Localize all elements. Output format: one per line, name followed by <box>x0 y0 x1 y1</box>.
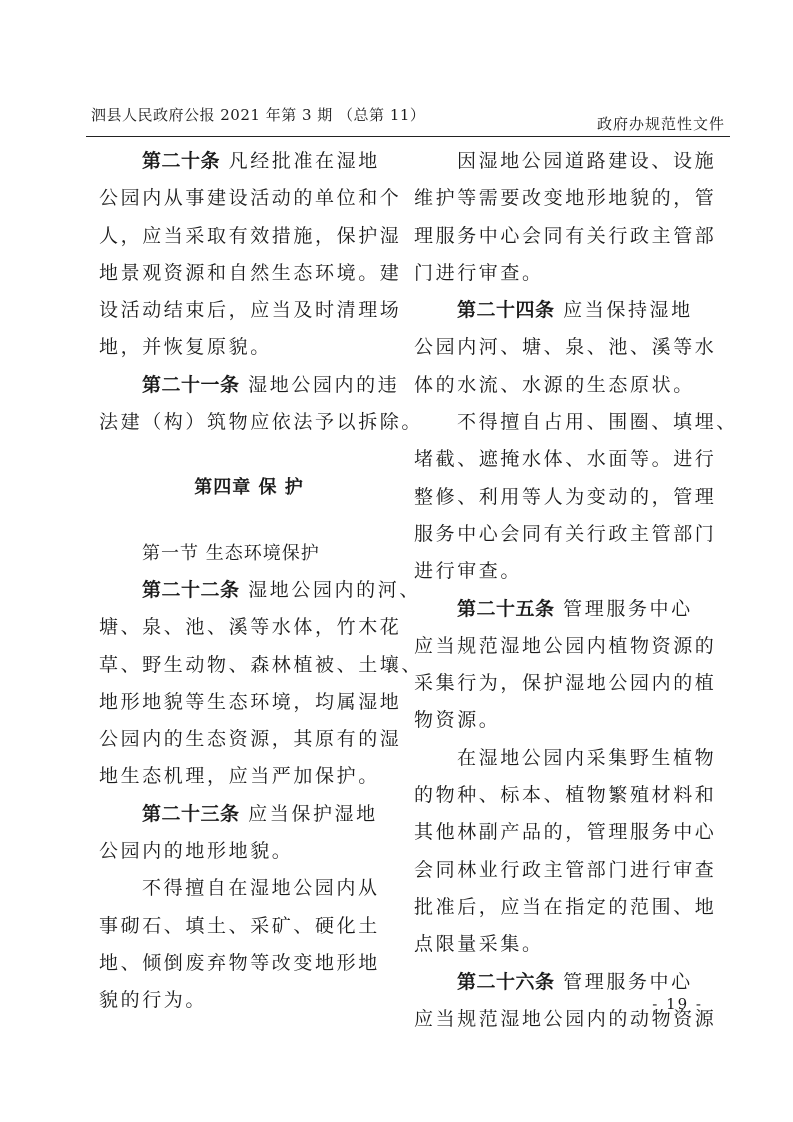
article-text-line: 服务中心会同有关行政主管部门 <box>414 522 717 545</box>
article-text-line: 理服务中心会同有关行政主管部 <box>414 224 717 247</box>
article-text-line: 不得擅自占用、围圈、填埋、 <box>457 411 738 434</box>
article-heading: 第二十条 <box>142 150 221 172</box>
article-text-line: 因湿地公园道路建设、设施 <box>457 150 717 172</box>
page-number: - 19 - <box>652 995 703 1013</box>
article-text-line: 公园内的生态资源，其原有的湿 <box>99 728 402 751</box>
article-text-line: 地形地貌等生态环境，均属湿地 <box>99 690 402 713</box>
article-23 <box>99 796 399 1020</box>
article-heading: 第二十二条 <box>142 578 240 601</box>
header-divider <box>86 136 730 137</box>
article-text-line: 其他林副产品的，管理服务中心 <box>414 821 717 844</box>
article-20 <box>99 143 402 367</box>
article-text-line: 采集行为，保护湿地公园内的植 <box>414 672 717 695</box>
article-text-line: 管理服务中心 <box>563 970 693 993</box>
article-24 <box>414 292 738 590</box>
article-text-line: 应当保持湿地 <box>563 299 693 322</box>
article-text-line: 地，并恢复原貌。 <box>99 336 272 359</box>
article-text-line: 事砌石、填土、采矿、硬化土 <box>99 914 380 937</box>
article-text-line: 湿地公园内的违 <box>248 373 400 396</box>
article-text-line: 管理服务中心 <box>563 597 693 620</box>
article-text-line: 批准后，应当在指定的范围、地 <box>414 895 717 918</box>
article-21 <box>99 367 424 442</box>
article-text-line: 凡经批准在湿地 <box>228 150 380 172</box>
article-text-line: 草、野生动物、森林植被、土壤、 <box>99 653 424 676</box>
article-text-line: 的物种、标本、植物繁殖材料和 <box>414 784 717 807</box>
article-heading: 第二十五条 <box>457 597 555 620</box>
article-text-line: 地生态机理，应当严加保护。 <box>99 765 380 788</box>
article-text-line: 门进行审查。 <box>414 261 544 284</box>
article-text-line: 塘、泉、池、溪等水体，竹木花 <box>99 616 402 639</box>
article-25 <box>414 591 717 964</box>
article-text-line: 设活动结束后，应当及时清理场 <box>99 299 402 322</box>
article-heading: 第二十六条 <box>457 970 555 993</box>
article-text-line: 在湿地公园内采集野生植物 <box>457 746 717 769</box>
article-text-line: 应当规范湿地公园内的动物资源 <box>414 1007 717 1030</box>
bulletin-title: 泗县人民政府公报 2021 年第 3 期 （总第 11） <box>91 106 426 124</box>
article-text-line: 体的水流、水源的生态原状。 <box>414 373 695 396</box>
article-22 <box>99 572 424 796</box>
article-text-line: 进行审查。 <box>414 560 523 583</box>
article-text-line: 人，应当采取有效措施，保护湿 <box>99 224 402 247</box>
article-text-line: 点限量采集。 <box>414 933 544 956</box>
article-23-continued <box>414 143 717 292</box>
article-text-line: 应当规范湿地公园内植物资源的 <box>414 634 717 657</box>
article-heading: 第二十三条 <box>142 802 240 825</box>
section-heading: 第一节 生态环境保护 <box>142 542 320 564</box>
article-text-line: 应当保护湿地 <box>248 802 378 825</box>
chapter-heading: 第四章 保 护 <box>194 477 304 499</box>
article-text-line: 整修、利用等人为变动的，管理 <box>414 485 717 508</box>
article-text-line: 公园内河、塘、泉、池、溪等水 <box>414 336 717 359</box>
article-text-line: 公园内的地形地貌。 <box>99 840 294 863</box>
article-text-line: 堵截、遮掩水体、水面等。进行 <box>414 448 717 471</box>
article-text-line: 地景观资源和自然生态环境。建 <box>99 261 402 284</box>
article-text-line: 公园内从事建设活动的单位和个 <box>99 187 402 210</box>
article-text-line: 湿地公园内的河、 <box>248 578 421 601</box>
article-heading: 第二十四条 <box>457 299 555 322</box>
article-text-line: 貌的行为。 <box>99 989 208 1012</box>
article-text-line: 地、倾倒废弃物等改变地形地 <box>99 951 380 974</box>
article-text-line: 法建（构）筑物应依法予以拆除。 <box>99 411 424 434</box>
article-text-line: 不得擅自在湿地公园内从 <box>142 877 380 900</box>
right-column <box>414 143 738 1038</box>
article-text-line: 维护等需要改变地形地貌的，管 <box>414 187 717 210</box>
article-text-line: 物资源。 <box>414 709 501 732</box>
document-category: 政府办规范性文件 <box>596 115 725 133</box>
left-column <box>99 143 424 1020</box>
article-text-line: 会同林业行政主管部门进行审查 <box>414 858 717 881</box>
article-heading: 第二十一条 <box>142 373 240 396</box>
